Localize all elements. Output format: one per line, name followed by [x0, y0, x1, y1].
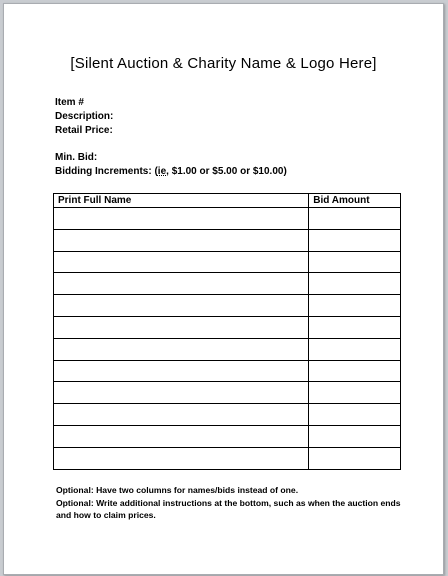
field-spacer — [55, 138, 287, 151]
table-row — [54, 382, 401, 404]
table-row — [54, 425, 401, 447]
name-cell[interactable] — [54, 208, 309, 230]
name-cell[interactable] — [54, 251, 309, 273]
bid-amount-cell[interactable] — [309, 273, 401, 295]
bid-amount-cell[interactable] — [309, 251, 401, 273]
bid-amount-cell[interactable] — [309, 447, 401, 469]
min-bid-label: Min. Bid: — [55, 152, 98, 163]
name-cell[interactable] — [54, 425, 309, 447]
bid-table-header-row — [54, 194, 401, 208]
column-header-name: Print Full Name — [54, 194, 309, 208]
bidding-increments-values: , $1.00 or $5.00 or $10.00) — [166, 166, 287, 177]
retail-price-label: Retail Price: — [55, 125, 113, 136]
name-cell[interactable] — [54, 338, 309, 360]
bidding-increments-prefix: Bidding Increments: ( — [55, 166, 158, 177]
bid-amount-cell[interactable] — [309, 360, 401, 382]
name-cell[interactable] — [54, 295, 309, 317]
table-row — [54, 338, 401, 360]
table-row — [54, 295, 401, 317]
name-cell[interactable] — [54, 229, 309, 251]
bid-amount-cell[interactable] — [309, 208, 401, 230]
table-row — [54, 316, 401, 338]
name-cell[interactable] — [54, 273, 309, 295]
bid-amount-cell[interactable] — [309, 295, 401, 317]
name-cell[interactable] — [54, 382, 309, 404]
bid-amount-cell[interactable] — [309, 404, 401, 426]
name-cell[interactable] — [54, 360, 309, 382]
bid-amount-cell[interactable] — [309, 316, 401, 338]
page-title: [Silent Auction & Charity Name & Logo Here] — [70, 55, 377, 72]
bid-amount-cell[interactable] — [309, 382, 401, 404]
document-page — [3, 3, 444, 575]
optional-notes — [56, 484, 401, 522]
bid-amount-cell[interactable] — [309, 229, 401, 251]
table-row — [54, 404, 401, 426]
bidding-increments-label — [55, 165, 287, 179]
table-row — [54, 208, 401, 230]
name-cell[interactable] — [54, 404, 309, 426]
table-row — [54, 447, 401, 469]
item-number-label: Item # — [55, 97, 84, 108]
name-cell[interactable] — [54, 316, 309, 338]
bid-table-body — [54, 208, 401, 470]
table-row — [54, 229, 401, 251]
name-cell[interactable] — [54, 447, 309, 469]
column-header-bid-amount: Bid Amount — [309, 194, 401, 208]
table-row — [54, 273, 401, 295]
bid-table — [53, 193, 401, 470]
item-fields — [55, 96, 287, 179]
bid-amount-cell[interactable] — [309, 338, 401, 360]
note-line-1: Optional: Have two columns for names/bids instead of one. — [56, 485, 299, 495]
bid-amount-cell[interactable] — [309, 425, 401, 447]
table-row — [54, 360, 401, 382]
note-line-2: Optional: Write additional instructions at the bottom, such as when the auction ends and how to claim prices. — [56, 497, 401, 520]
bidding-increments-ie: ie — [157, 166, 167, 177]
table-row — [54, 251, 401, 273]
description-label: Description: — [55, 111, 114, 122]
